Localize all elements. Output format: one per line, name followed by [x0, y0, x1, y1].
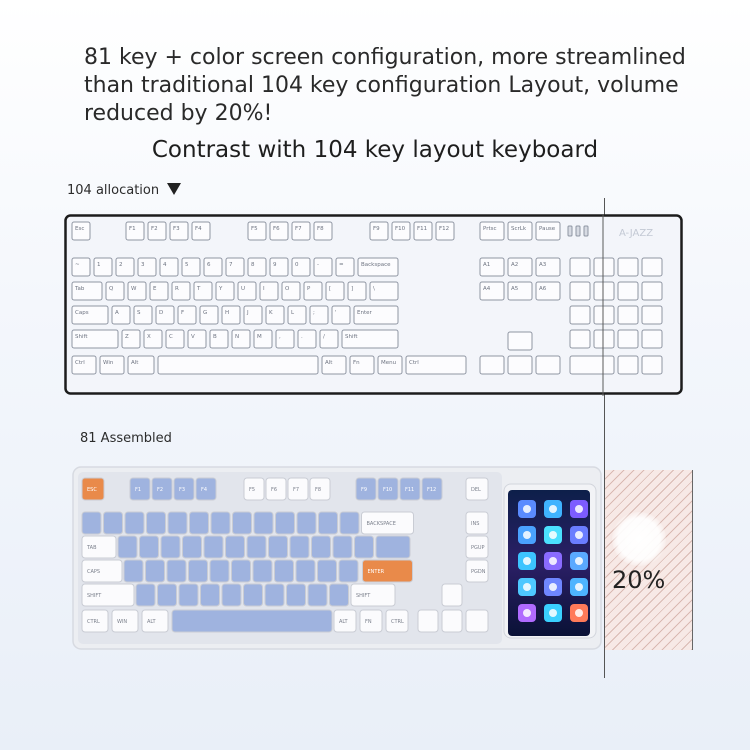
keycap-label: F1 — [135, 487, 142, 493]
keycap — [287, 584, 306, 606]
keycap — [333, 536, 352, 558]
keycap-label: Menu — [381, 360, 397, 366]
arrow-down-key — [442, 610, 462, 632]
keycap-label: A6 — [539, 286, 547, 292]
keycap-label: ScrLk — [511, 226, 527, 232]
label-104-text: 104 allocation — [67, 183, 160, 198]
keycap-label: SHIFT — [87, 593, 102, 599]
indicator-light — [584, 226, 588, 236]
brand-logo: A-JAZZ — [618, 228, 654, 239]
keycap-label: Esc — [75, 226, 85, 232]
keycap-label: T — [197, 286, 201, 292]
keycap — [340, 512, 359, 534]
removed-area-glow — [612, 512, 666, 566]
keycap-label: Enter — [357, 310, 372, 316]
keycap — [161, 536, 180, 558]
keycap-label: F7 — [293, 487, 300, 493]
keycap — [232, 560, 251, 582]
spacebar-key — [172, 610, 332, 632]
keycap-label: X — [147, 334, 151, 340]
keycap — [183, 536, 202, 558]
keycap — [319, 512, 338, 534]
keycap-label: = — [339, 262, 344, 268]
keycap — [201, 584, 220, 606]
keycap — [290, 536, 309, 558]
keycap-label: Q — [109, 286, 114, 292]
volume-icon-glyph — [575, 557, 583, 565]
keycap-label: P — [307, 286, 311, 292]
keycap-label: Z — [125, 334, 129, 340]
keycap — [318, 560, 337, 582]
keycap-label: CAPS — [87, 569, 101, 575]
headline: 81 key + color screen configuration, more streamlined than traditional 104 key configuration Layout, volume reduced by 20%! — [84, 45, 686, 126]
keycap-label: B — [213, 334, 217, 340]
keycap-label: F7 — [295, 226, 302, 232]
keycap — [167, 560, 186, 582]
keycap-label: C — [169, 334, 173, 340]
keycap-label: ' — [335, 310, 337, 316]
keycap-label: Tab — [75, 286, 85, 292]
music-icon-glyph — [575, 609, 583, 617]
keycap — [146, 560, 165, 582]
keycap — [158, 584, 177, 606]
keycap-label: ESC — [87, 487, 97, 493]
keycap — [330, 584, 349, 606]
keycap — [190, 512, 209, 534]
music-icon-glyph — [523, 531, 531, 539]
keycap — [104, 512, 123, 534]
arrow-up-key — [442, 584, 462, 606]
keycap-label: F8 — [317, 226, 324, 232]
keycap — [480, 356, 504, 374]
keycap — [594, 306, 614, 324]
volume-reduction-percent: 20% — [612, 566, 666, 594]
keycap-label: Caps — [75, 310, 89, 316]
keycap-label: A5 — [511, 286, 519, 292]
keycap — [536, 356, 560, 374]
music-icon-glyph — [523, 505, 531, 513]
play-icon-glyph — [549, 531, 557, 539]
play-icon-glyph — [549, 505, 557, 513]
keycap-label: 6 — [207, 262, 211, 268]
keycap-label: SHIFT — [356, 593, 371, 599]
equalizer-icon-glyph — [523, 609, 531, 617]
keycap-label: ALT — [147, 619, 156, 625]
arrow-right-key — [466, 610, 488, 632]
keycap-label: 2 — [119, 262, 123, 268]
keycap-label: F8 — [315, 487, 322, 493]
keycap-label: INS — [471, 521, 480, 527]
keycap — [594, 330, 614, 348]
keycap-label: L — [291, 310, 295, 316]
keycap — [642, 356, 662, 374]
keycap — [247, 536, 266, 558]
music-icon-glyph — [549, 609, 557, 617]
next-icon-glyph — [575, 505, 583, 513]
keycap-label: 9 — [273, 262, 277, 268]
keycap — [158, 356, 318, 374]
keycap — [308, 584, 327, 606]
keycap — [618, 306, 638, 324]
keycap — [189, 560, 208, 582]
keycap-label: F10 — [395, 226, 406, 232]
keycap-label: F4 — [201, 487, 208, 493]
keycap — [312, 536, 331, 558]
keycap-label: Ctrl — [75, 360, 85, 366]
keycap-label: R — [175, 286, 179, 292]
keycap-label: F11 — [417, 226, 428, 232]
keycap-label: J — [247, 310, 249, 316]
keycap-label: Ctrl — [409, 360, 419, 366]
keycap — [594, 258, 614, 276]
keycap-label: 8 — [251, 262, 255, 268]
keycap — [269, 536, 288, 558]
keycap-label: Alt — [325, 360, 333, 366]
keycap — [125, 512, 144, 534]
keycap-label: F6 — [273, 226, 280, 232]
keycap — [570, 306, 590, 324]
keycap-label: W — [131, 286, 137, 292]
keycap-label: 5 — [185, 262, 189, 268]
keycap — [296, 560, 315, 582]
keycap-label: A4 — [483, 286, 491, 292]
arrow-left-key — [418, 610, 438, 632]
keycap — [339, 560, 358, 582]
keycap — [136, 584, 155, 606]
keycap-label: A1 — [483, 262, 491, 268]
keycap-label: G — [203, 310, 208, 316]
music-icon-glyph — [575, 583, 583, 591]
keycap-label: \ — [373, 286, 375, 292]
keycap — [179, 584, 198, 606]
removed-area-border — [692, 470, 693, 650]
keycap-label: , — [279, 334, 281, 340]
keycap-label: F2 — [157, 487, 164, 493]
keycap-label: ~ — [75, 262, 80, 268]
keycap-label: TAB — [87, 545, 97, 551]
keycap — [376, 536, 410, 558]
keycap-label: 0 — [295, 262, 299, 268]
subtitle: Contrast with 104 key layout keyboard — [151, 137, 599, 163]
keycap — [147, 512, 166, 534]
keycap-label: F12 — [427, 487, 437, 493]
keycap-label: F4 — [195, 226, 202, 232]
keycap-label: FN — [365, 619, 372, 625]
music-icon-glyph — [523, 583, 531, 591]
keycap-label: F2 — [151, 226, 158, 232]
keycap-label: 1 — [97, 262, 101, 268]
keycap-label: K — [269, 310, 273, 316]
keycap — [642, 306, 662, 324]
keycap — [570, 258, 590, 276]
keycap — [210, 560, 229, 582]
keycap-label: 3 — [141, 262, 145, 268]
keycap-label: S — [137, 310, 141, 316]
keycap — [211, 512, 230, 534]
keycap — [508, 356, 532, 374]
keycap-label: F9 — [361, 487, 368, 493]
keycap-label: F5 — [249, 487, 256, 493]
keycap — [297, 512, 316, 534]
keycap-label: ALT — [339, 619, 348, 625]
keycap-label: Win — [103, 360, 114, 366]
keycap-label: M — [257, 334, 262, 340]
label-81: 81 Assembled — [80, 431, 172, 446]
keycap — [618, 282, 638, 300]
keycap — [508, 332, 532, 350]
keycap — [594, 282, 614, 300]
keycap — [618, 330, 638, 348]
keycap — [253, 560, 272, 582]
keyboard-104 — [64, 214, 684, 396]
keycap-label: CTRL — [87, 619, 100, 625]
keycap-label: F1 — [129, 226, 136, 232]
volume-icon-glyph — [549, 557, 557, 565]
music-icon-glyph — [523, 557, 531, 565]
keycap-label: Backspace — [361, 262, 391, 268]
keycap-label: F11 — [405, 487, 415, 493]
keycap — [168, 512, 187, 534]
keycap-label: CTRL — [391, 619, 404, 625]
keycap-label: Shift — [75, 334, 88, 340]
keycap — [618, 356, 638, 374]
keycap — [570, 330, 590, 348]
label-104 — [67, 183, 181, 198]
keycap — [222, 584, 241, 606]
keycap — [618, 258, 638, 276]
keycap-label: O — [285, 286, 290, 292]
keycap-label: A3 — [539, 262, 547, 268]
keycap-label: F9 — [373, 226, 380, 232]
keycap — [140, 536, 159, 558]
keycap-label: F3 — [173, 226, 180, 232]
keycap-label: F3 — [179, 487, 186, 493]
keycap — [118, 536, 137, 558]
keycap — [275, 560, 294, 582]
keycap-label: Pause — [539, 226, 556, 232]
next-icon-glyph — [575, 531, 583, 539]
keycap-label: E — [153, 286, 157, 292]
triangle-down-icon — [167, 183, 181, 195]
keycap-label: F5 — [251, 226, 258, 232]
volume-icon-glyph — [549, 583, 557, 591]
keycap-label: N — [235, 334, 240, 340]
keycap-label: V — [191, 334, 195, 340]
keycap-label: ; — [313, 310, 315, 316]
keycap-label: Prtsc — [483, 226, 497, 232]
keycap-label: ENTER — [367, 569, 385, 575]
keycap-label: . — [301, 334, 303, 340]
keycap-label: F12 — [439, 226, 450, 232]
keycap-label: PGDN — [471, 569, 486, 575]
keycap-label: U — [241, 286, 246, 292]
keycap-label: 7 — [229, 262, 233, 268]
keycap-label: 4 — [163, 262, 167, 268]
keycap — [254, 512, 273, 534]
keycap — [265, 584, 284, 606]
keycap-label: I — [263, 286, 265, 292]
indicator-light — [576, 226, 580, 236]
keycap-label: A — [115, 310, 119, 316]
keycap-label: WIN — [117, 619, 128, 625]
keycap — [642, 282, 662, 300]
keycap — [570, 356, 614, 374]
keycap-label: ] — [351, 286, 354, 292]
keycap — [226, 536, 245, 558]
keycap-label: - — [317, 262, 319, 268]
keycap-label: D — [159, 310, 164, 316]
keycap-label: Fn — [353, 360, 360, 366]
keycap — [355, 536, 374, 558]
keycap-label: BACKSPACE — [366, 521, 396, 527]
keycap-label: A2 — [511, 262, 519, 268]
keycap — [233, 512, 252, 534]
keycap — [276, 512, 295, 534]
keycap — [124, 560, 143, 582]
keycap-label: DEL — [471, 487, 481, 493]
keycap-label: Alt — [131, 360, 139, 366]
keycap — [82, 512, 101, 534]
keycap-label: F10 — [383, 487, 393, 493]
keycap — [642, 330, 662, 348]
keycap-label: PGUP — [471, 545, 485, 551]
keycap-label: H — [225, 310, 230, 316]
keycap-label: Y — [219, 286, 223, 292]
keycap — [244, 584, 263, 606]
keycap-label: F6 — [271, 487, 278, 493]
keycap — [570, 282, 590, 300]
keycap-label: Shift — [345, 334, 358, 340]
keycap-label: [ — [329, 286, 332, 292]
keycap — [642, 258, 662, 276]
keyboard-81 — [72, 466, 604, 652]
keycap — [204, 536, 223, 558]
keycap-label: F — [181, 310, 185, 316]
keycap-label: / — [323, 334, 325, 340]
indicator-light — [568, 226, 572, 236]
